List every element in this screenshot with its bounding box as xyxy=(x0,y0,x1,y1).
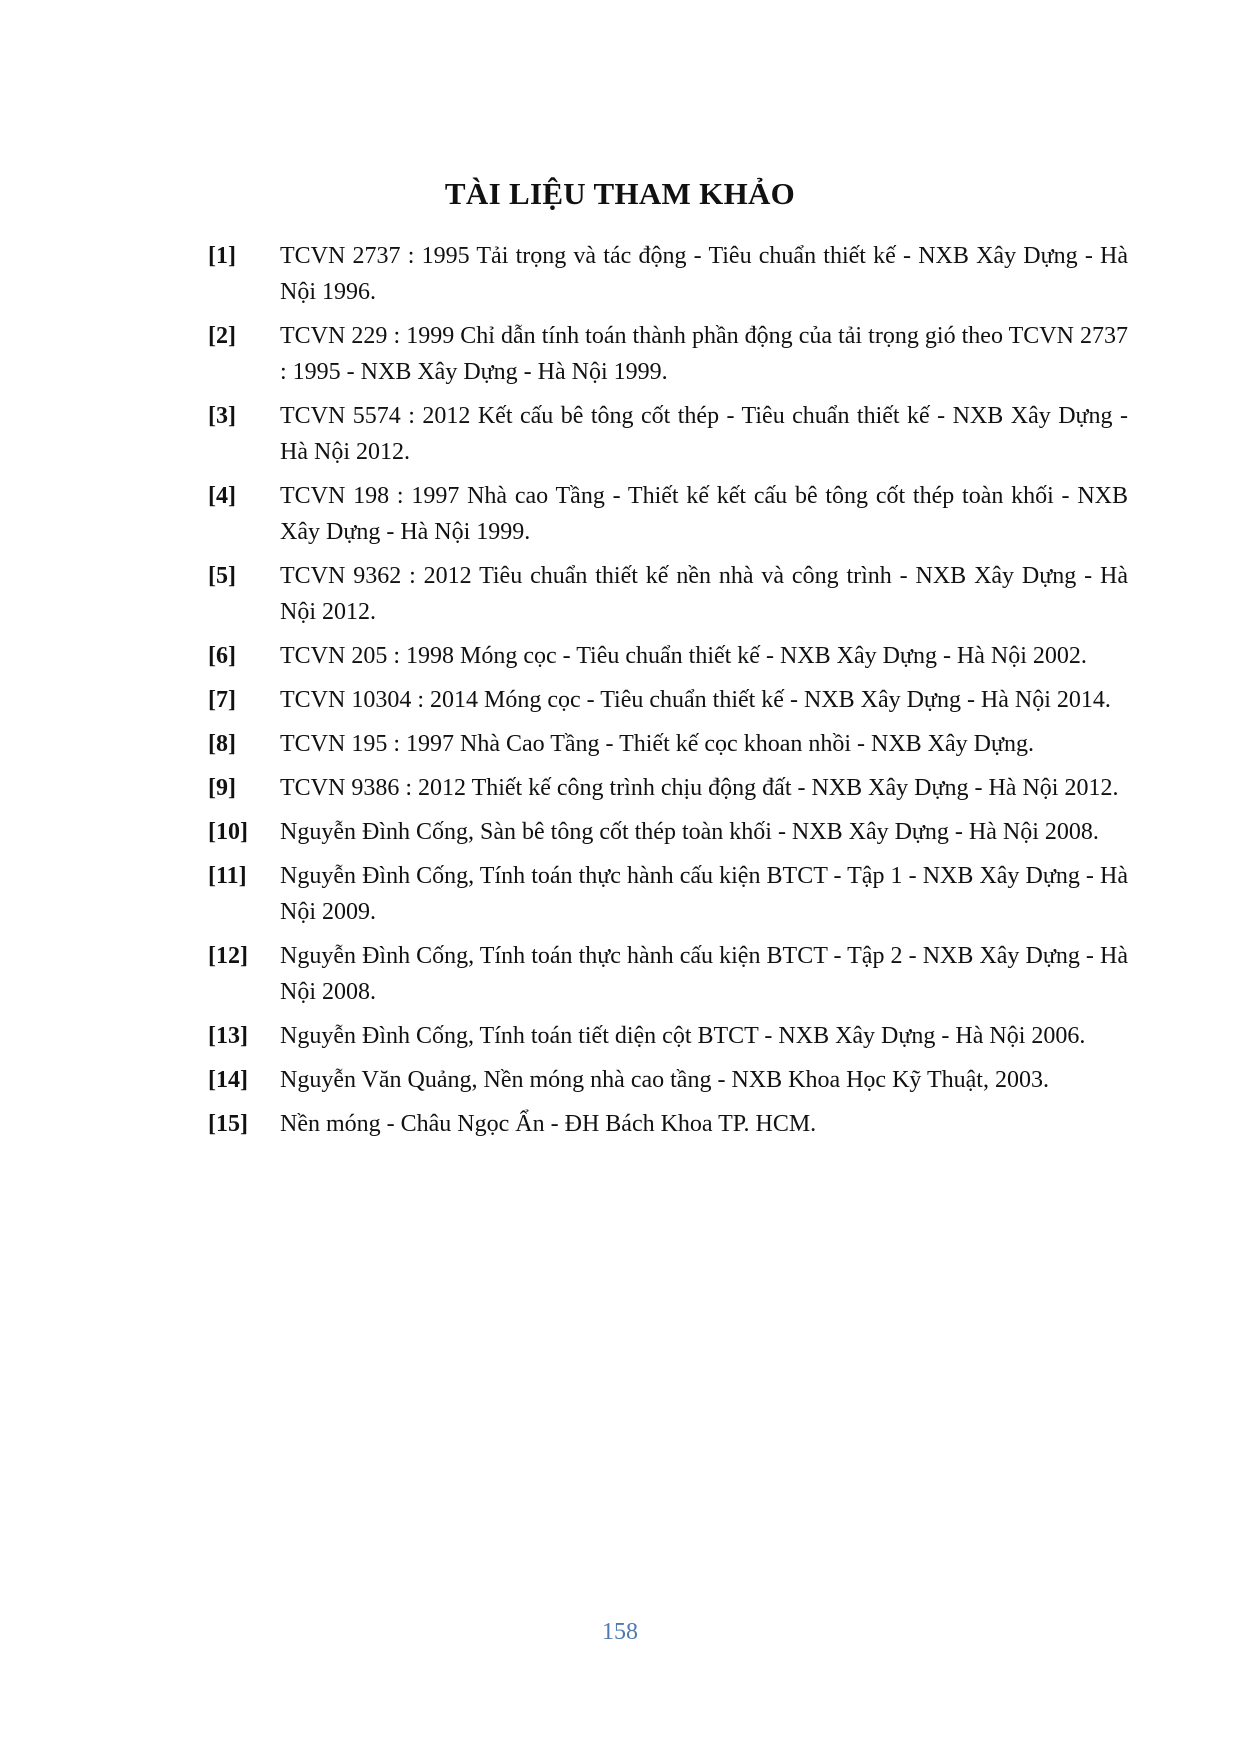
reference-item-1 xyxy=(208,238,1128,310)
reference-item-9 xyxy=(208,770,1128,806)
reference-number: [1] xyxy=(208,243,236,269)
reference-number: [5] xyxy=(208,563,236,589)
reference-number: [3] xyxy=(208,403,236,429)
page-number: 158 xyxy=(602,1619,638,1645)
page-title: TÀI LIỆU THAM KHẢO xyxy=(444,176,796,211)
reference-item-10 xyxy=(208,814,1128,850)
reference-number: [2] xyxy=(208,323,236,349)
reference-item-12 xyxy=(208,938,1128,1010)
reference-text: TCVN 195 : 1997 Nhà Cao Tầng - Thiết kế cọc khoan nhồi - NXB Xây Dựng. xyxy=(280,731,1034,757)
reference-number: [13] xyxy=(208,1023,248,1049)
reference-text: Nguyễn Đình Cống, Tính toán tiết diện cột BTCT - NXB Xây Dựng - Hà Nội 2006. xyxy=(280,1023,1086,1049)
reference-item-6 xyxy=(208,638,1128,674)
reference-item-14 xyxy=(208,1062,1128,1098)
reference-number: [7] xyxy=(208,687,236,713)
reference-number: [14] xyxy=(208,1067,248,1093)
reference-text: TCVN 9362 : 2012 Tiêu chuẩn thiết kế nền nhà và công trình - NXB Xây Dựng - Hà Nội 2012. xyxy=(280,563,1128,625)
reference-number: [10] xyxy=(208,819,248,845)
reference-item-3 xyxy=(208,398,1128,470)
reference-text: Nguyễn Đình Cống, Sàn bê tông cốt thép toàn khối - NXB Xây Dựng - Hà Nội 2008. xyxy=(280,819,1099,845)
reference-item-4 xyxy=(208,478,1128,550)
reference-item-11 xyxy=(208,858,1128,930)
reference-item-8 xyxy=(208,726,1128,762)
reference-text: TCVN 5574 : 2012 Kết cấu bê tông cốt thép - Tiêu chuẩn thiết kế - NXB Xây Dựng - Hà Nội 2012. xyxy=(280,403,1128,465)
reference-text: TCVN 10304 : 2014 Móng cọc - Tiêu chuẩn thiết kế - NXB Xây Dựng - Hà Nội 2014. xyxy=(280,687,1111,713)
reference-text: TCVN 198 : 1997 Nhà cao Tầng - Thiết kế kết cấu bê tông cốt thép toàn khối - NXB Xây Dựng - Hà Nội 1999. xyxy=(280,483,1128,545)
reference-item-7 xyxy=(208,682,1128,718)
reference-number: [11] xyxy=(208,863,247,889)
reference-list xyxy=(208,238,1128,1150)
reference-text: TCVN 2737 : 1995 Tải trọng và tác động - Tiêu chuẩn thiết kế - NXB Xây Dựng - Hà Nội 1996. xyxy=(280,243,1128,305)
reference-text: Nguyễn Đình Cống, Tính toán thực hành cấu kiện BTCT - Tập 2 - NXB Xây Dựng - Hà Nội 2008. xyxy=(280,943,1128,1005)
reference-number: [9] xyxy=(208,775,236,801)
reference-number: [15] xyxy=(208,1111,248,1137)
reference-text: Nguyễn Đình Cống, Tính toán thực hành cấu kiện BTCT - Tập 1 - NXB Xây Dựng - Hà Nội 2009. xyxy=(280,863,1128,925)
reference-item-2 xyxy=(208,318,1128,390)
reference-item-13 xyxy=(208,1018,1128,1054)
reference-item-15 xyxy=(208,1106,1128,1142)
reference-text: Nền móng - Châu Ngọc Ẩn - ĐH Bách Khoa TP. HCM. xyxy=(280,1111,817,1137)
reference-text: TCVN 229 : 1999 Chỉ dẫn tính toán thành phần động của tải trọng gió theo TCVN 2737 : 1995 - NXB Xây Dựng - Hà Nội 1999. xyxy=(280,323,1128,385)
reference-number: [6] xyxy=(208,643,236,669)
reference-item-5 xyxy=(208,558,1128,630)
reference-number: [12] xyxy=(208,943,248,969)
reference-number: [4] xyxy=(208,483,236,509)
reference-number: [8] xyxy=(208,731,236,757)
reference-text: Nguyễn Văn Quảng, Nền móng nhà cao tầng - NXB Khoa Học Kỹ Thuật, 2003. xyxy=(280,1067,1049,1093)
reference-text: TCVN 205 : 1998 Móng cọc - Tiêu chuẩn thiết kế - NXB Xây Dựng - Hà Nội 2002. xyxy=(280,643,1087,669)
reference-text: TCVN 9386 : 2012 Thiết kế công trình chịu động đất - NXB Xây Dựng - Hà Nội 2012. xyxy=(280,775,1119,801)
